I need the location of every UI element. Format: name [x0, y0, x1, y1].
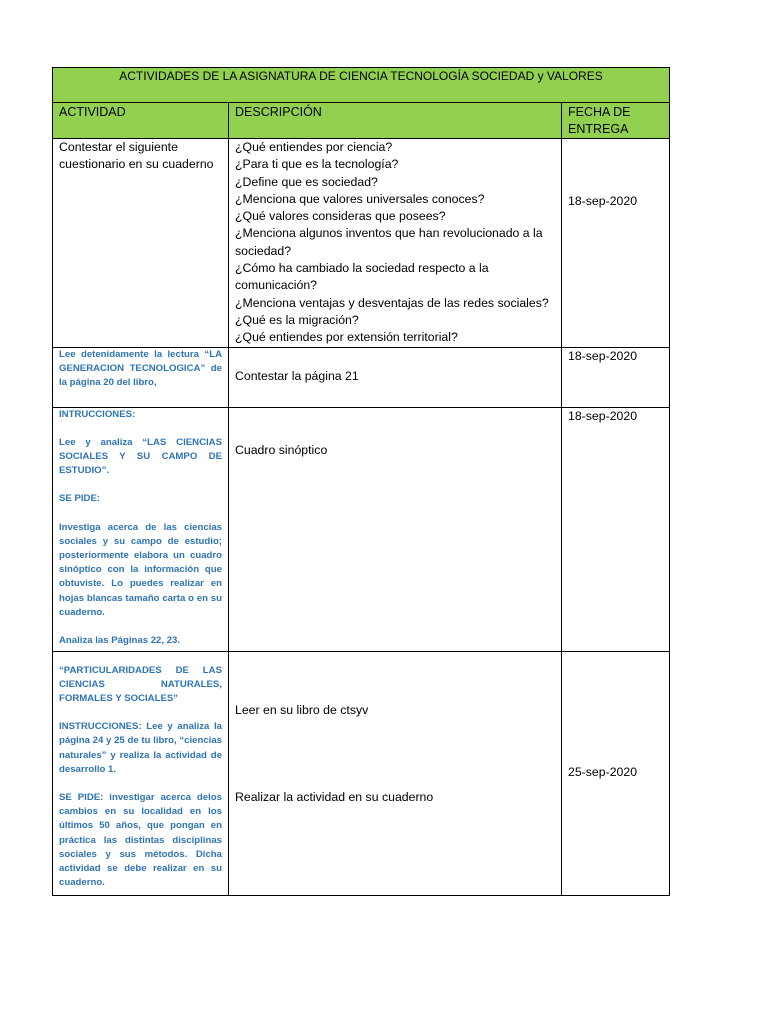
row4-descripcion: Leer en su libro de ctsyv Realizar la actividad en su cuaderno — [229, 651, 562, 895]
question-item: ¿Define que es sociedad? — [235, 174, 378, 189]
row1-fecha: 18-sep-2020 — [562, 139, 670, 348]
question-item: ¿Menciona que valores universales conoces? — [235, 191, 485, 206]
row2-actividad: Lee detenidamente la lectura “LA GENERACION TECNOLOGICA” de la página 20 del libro, — [53, 347, 229, 407]
question-item: comunicación? — [235, 278, 318, 293]
row1-questions — [229, 139, 562, 348]
row2-fecha: 18-sep-2020 — [562, 347, 670, 407]
table-row — [53, 407, 670, 651]
table-row — [53, 651, 670, 895]
row3-fecha: 18-sep-2020 — [562, 407, 670, 651]
row4-fecha: 25-sep-2020 — [562, 651, 670, 895]
document-page — [52, 67, 669, 896]
table-title: ACTIVIDADES DE LA ASIGNATURA DE CIENCIA TECNOLOGÍA SOCIEDAD y VALORES — [53, 68, 670, 103]
question-item: ¿Qué es la migración? — [235, 312, 359, 327]
row1-actividad: Contestar el siguiente cuestionario en su cuaderno — [53, 139, 229, 348]
question-item: ¿Menciona ventajas y desventajas de las redes sociales? — [235, 295, 549, 310]
header-row — [53, 103, 670, 139]
table-row — [53, 139, 670, 348]
question-item: sociedad? — [235, 243, 292, 258]
question-item: ¿Qué entiendes por ciencia? — [235, 140, 393, 154]
row3-descripcion: Cuadro sinóptico — [229, 407, 562, 651]
question-item: ¿Qué entiendes por extensión territorial? — [235, 330, 458, 345]
header-actividad: ACTIVIDAD — [53, 103, 229, 139]
row3-actividad: INTRUCCIONES: Lee y analiza “LAS CIENCIAS SOCIALES Y SU CAMPO DE ESTUDIO”. SE PIDE: Investiga acerca de las ciencias sociales y su campo de estudio; posteriormente elabora un cuadro sinóptico con la información que obtuviste. Lo puedes realizar en hojas blancas tamaño carta o en su cuaderno. Analiza las Páginas 22, 23. — [53, 407, 229, 651]
row4-actividad: “PARTICULARIDADES DE LAS CIENCIAS NATURALES, FORMALES Y SOCIALES” INSTRUCCIONES: Lee y analiza la página 24 y 25 de tu libro, “ciencias naturales” y realiza la actividad de desarrollo 1. SE PIDE: investigar acerca delos cambios en su localidad en los últimos 50 años, que pongan en práctica las distintas disciplinas sociales y sus métodos. Dicha actividad se debe realizar en su cuaderno. — [53, 651, 229, 895]
row2-descripcion: Contestar la página 21 — [229, 347, 562, 407]
question-item: ¿Cómo ha cambiado la sociedad respecto a la — [235, 261, 489, 276]
question-item: ¿Qué valores consideras que posees? — [235, 209, 446, 224]
question-item: ¿Menciona algunos inventos que han revolucionado a la — [235, 226, 543, 241]
table-row — [53, 347, 670, 407]
header-descripcion: DESCRIPCIÓN — [229, 103, 562, 139]
header-fecha: FECHA DE ENTREGA — [562, 103, 670, 139]
question-item: ¿Para ti que es la tecnología? — [235, 157, 399, 172]
activities-table — [52, 67, 670, 896]
title-row — [53, 68, 670, 103]
